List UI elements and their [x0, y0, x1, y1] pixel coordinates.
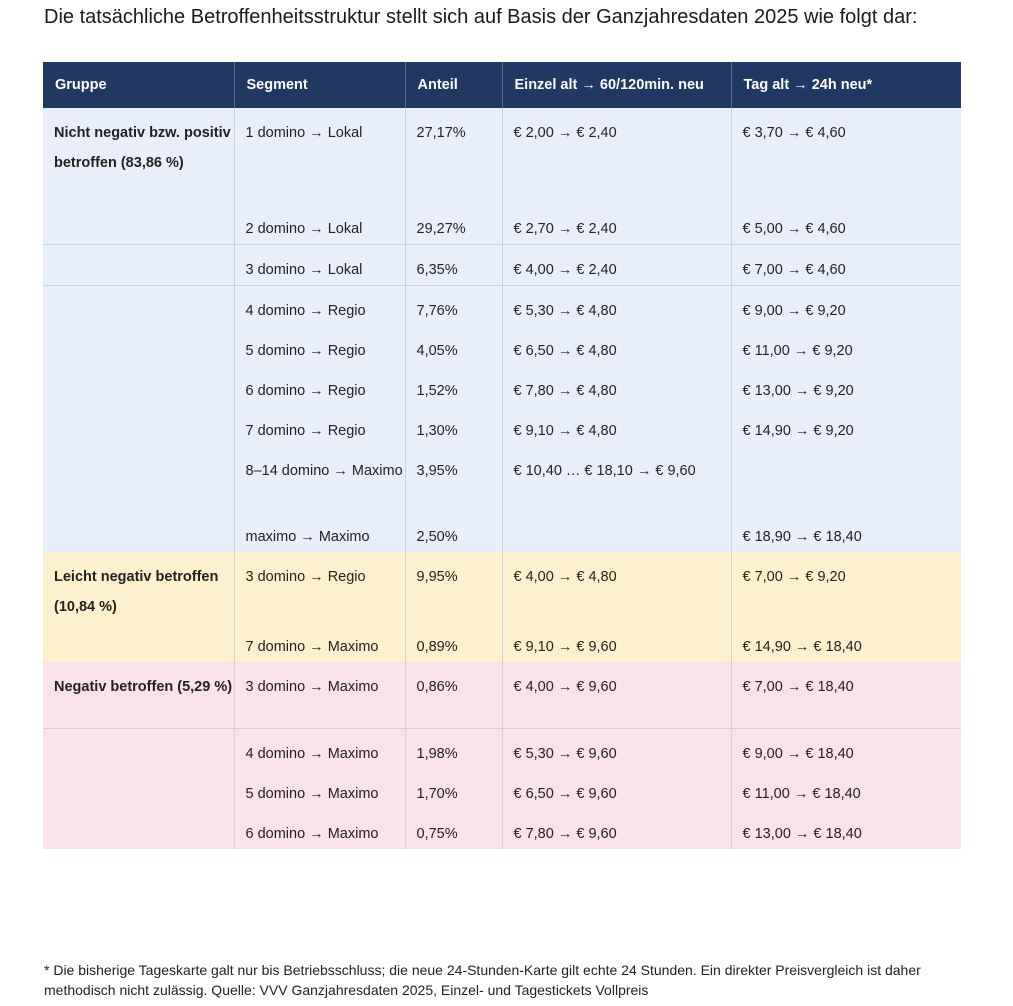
group-label: Negativ betroffen (5,29 %)	[43, 662, 234, 728]
share-cell: 6,35%	[405, 245, 502, 286]
group-label	[43, 622, 234, 662]
day-price-cell: € 11,00 → € 9,20	[731, 326, 961, 366]
segment-cell: 6 domino → Regio	[234, 366, 405, 406]
single-price-cell: € 7,80 → € 9,60	[502, 809, 731, 849]
day-price-cell: € 9,00 → € 18,40	[731, 728, 961, 769]
group-label	[43, 406, 234, 446]
group-label	[43, 204, 234, 245]
share-cell: 1,70%	[405, 769, 502, 809]
share-cell: 7,76%	[405, 286, 502, 327]
day-price-cell: € 3,70 → € 4,60	[731, 108, 961, 204]
day-price-cell: € 13,00 → € 18,40	[731, 809, 961, 849]
share-cell: 29,27%	[405, 204, 502, 245]
day-price-cell: € 7,00 → € 18,40	[731, 662, 961, 728]
segment-cell: 3 domino → Lokal	[234, 245, 405, 286]
single-price-cell: € 2,00 → € 2,40	[502, 108, 731, 204]
table-row	[43, 108, 961, 204]
table-row	[43, 622, 961, 662]
group-label	[43, 326, 234, 366]
single-price-cell: € 4,00 → € 4,80	[502, 552, 731, 622]
impact-table	[43, 62, 961, 849]
group-label: Nicht negativ bzw. positiv betroffen (83,86 %)	[43, 108, 234, 204]
segment-cell: 7 domino → Maximo	[234, 622, 405, 662]
share-cell: 1,52%	[405, 366, 502, 406]
day-price-cell: € 9,00 → € 9,20	[731, 286, 961, 327]
single-price-cell: € 6,50 → € 4,80	[502, 326, 731, 366]
group-label	[43, 512, 234, 552]
day-price-cell: € 11,00 → € 18,40	[731, 769, 961, 809]
day-price-cell: € 14,90 → € 18,40	[731, 622, 961, 662]
table-row	[43, 286, 961, 327]
page-heading: Die tatsächliche Betroffenheitsstruktur stellt sich auf Basis der Ganzjahresdaten 2025 wie folgt dar:	[44, 6, 918, 28]
share-cell: 3,95%	[405, 446, 502, 512]
group-label	[43, 446, 234, 512]
single-price-cell: € 4,00 → € 2,40	[502, 245, 731, 286]
day-price-cell: € 7,00 → € 9,20	[731, 552, 961, 622]
single-price-cell: € 9,10 → € 9,60	[502, 622, 731, 662]
segment-cell: 3 domino → Regio	[234, 552, 405, 622]
day-price-cell: € 13,00 → € 9,20	[731, 366, 961, 406]
share-cell: 9,95%	[405, 552, 502, 622]
segment-cell: 4 domino → Regio	[234, 286, 405, 327]
day-price-cell: € 7,00 → € 4,60	[731, 245, 961, 286]
single-price-cell: € 9,10 → € 4,80	[502, 406, 731, 446]
day-price-cell: € 18,90 → € 18,40	[731, 512, 961, 552]
header-single-ticket: Einzel alt → 60/120min. neu	[502, 62, 731, 108]
single-price-cell: € 10,40 … € 18,10 → € 9,60	[502, 446, 731, 512]
share-cell: 1,98%	[405, 728, 502, 769]
table-row	[43, 552, 961, 622]
share-cell: 4,05%	[405, 326, 502, 366]
segment-cell: 5 domino → Regio	[234, 326, 405, 366]
segment-cell: 4 domino → Maximo	[234, 728, 405, 769]
group-label	[43, 366, 234, 406]
segment-cell: 7 domino → Regio	[234, 406, 405, 446]
segment-cell: 2 domino → Lokal	[234, 204, 405, 245]
day-price-cell	[731, 446, 961, 512]
table-row	[43, 326, 961, 366]
group-label: Leicht negativ betroffen (10,84 %)	[43, 552, 234, 622]
header-group: Gruppe	[43, 62, 234, 108]
group-label	[43, 769, 234, 809]
table-row	[43, 512, 961, 552]
table-row	[43, 366, 961, 406]
share-cell: 0,89%	[405, 622, 502, 662]
table-row	[43, 204, 961, 245]
segment-cell: 6 domino → Maximo	[234, 809, 405, 849]
single-price-cell: € 4,00 → € 9,60	[502, 662, 731, 728]
table-row	[43, 809, 961, 849]
table-row	[43, 662, 961, 728]
single-price-cell	[502, 512, 731, 552]
segment-cell: maximo → Maximo	[234, 512, 405, 552]
table-row	[43, 446, 961, 512]
share-cell: 0,75%	[405, 809, 502, 849]
table-row	[43, 769, 961, 809]
group-label	[43, 728, 234, 769]
single-price-cell: € 2,70 → € 2,40	[502, 204, 731, 245]
table-row	[43, 245, 961, 286]
single-price-cell: € 7,80 → € 4,80	[502, 366, 731, 406]
day-price-cell: € 5,00 → € 4,60	[731, 204, 961, 245]
table-header-row	[43, 62, 961, 108]
segment-cell: 1 domino → Lokal	[234, 108, 405, 204]
header-share: Anteil	[405, 62, 502, 108]
share-cell: 2,50%	[405, 512, 502, 552]
share-cell: 27,17%	[405, 108, 502, 204]
day-price-cell: € 14,90 → € 9,20	[731, 406, 961, 446]
group-label	[43, 809, 234, 849]
share-cell: 1,30%	[405, 406, 502, 446]
header-day-ticket: Tag alt → 24h neu*	[731, 62, 961, 108]
footnote: * Die bisherige Tageskarte galt nur bis Betriebsschluss; die neue 24-Stunden-Karte gilt echte 24 Stunden. Ein direkter Preisvergleich ist daher methodisch nicht zulässig. Quelle: VVV Ganzjahresdaten 2025, Einzel- und Tagestickets Vollpreis	[44, 962, 921, 998]
share-cell: 0,86%	[405, 662, 502, 728]
single-price-cell: € 5,30 → € 4,80	[502, 286, 731, 327]
single-price-cell: € 6,50 → € 9,60	[502, 769, 731, 809]
segment-cell: 8–14 domino → Maximo	[234, 446, 405, 512]
table-row	[43, 728, 961, 769]
group-label	[43, 286, 234, 327]
segment-cell: 3 domino → Maximo	[234, 662, 405, 728]
group-label	[43, 245, 234, 286]
single-price-cell: € 5,30 → € 9,60	[502, 728, 731, 769]
header-segment: Segment	[234, 62, 405, 108]
table-row	[43, 406, 961, 446]
segment-cell: 5 domino → Maximo	[234, 769, 405, 809]
